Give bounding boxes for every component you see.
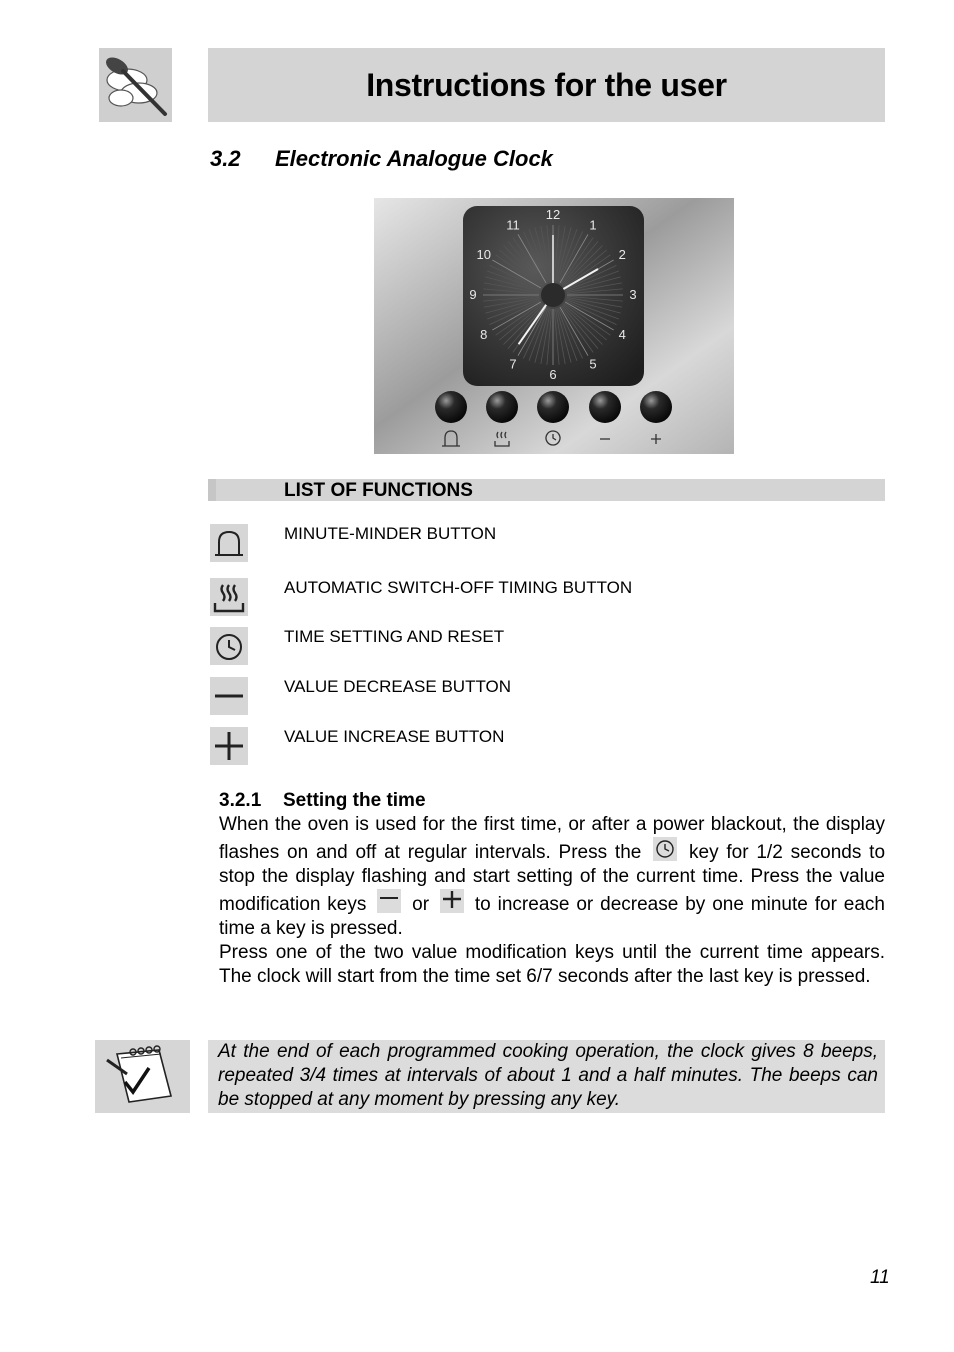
dial-number: 5 xyxy=(589,356,597,372)
clock-key-icon xyxy=(653,837,677,861)
dial-number: 10 xyxy=(476,247,491,262)
minus-key-icon xyxy=(377,889,401,913)
paragraph-text: or xyxy=(412,894,430,915)
minus-icon xyxy=(210,677,248,715)
pan-heat-icon xyxy=(210,578,248,616)
section-number: 3.2 xyxy=(210,146,241,171)
functions-list-header xyxy=(208,479,885,501)
page-number: 11 xyxy=(870,1267,890,1288)
paragraph-text: Press one of the two value modification keys until the current time appears. The clock will start from the time set 6/7 seconds after the last key is pressed. xyxy=(219,942,885,987)
note-text: At the end of each programmed cooking operation, the clock gives 8 beeps, repeated 3/4 times at intervals of about 1 and a half minutes. The beeps can be stopped at any moment by pressing any key. xyxy=(218,1041,878,1110)
setting-time-paragraph xyxy=(219,813,885,989)
dial-number: 6 xyxy=(549,367,557,382)
title-bar xyxy=(208,48,885,122)
dial-number: 3 xyxy=(629,287,637,302)
plus-icon xyxy=(210,727,248,765)
function-label-time-setting: TIME SETTING AND RESET xyxy=(284,627,505,646)
function-label-auto-switch-off: AUTOMATIC SWITCH-OFF TIMING BUTTON xyxy=(284,578,633,597)
dial-number: 12 xyxy=(545,207,561,222)
notepad-pencil-icon xyxy=(95,1040,190,1113)
section-title: Electronic Analogue Clock xyxy=(275,146,553,171)
subsection-number: 3.2.1 xyxy=(219,790,262,811)
function-label-value-decrease: VALUE DECREASE BUTTON xyxy=(284,677,512,696)
plus-key-icon xyxy=(440,889,464,913)
panel-button-bell[interactable] xyxy=(435,391,467,423)
paragraph-text: When the oven is used for the first time, or after a power blackout, the display flashes on and off at regular intervals. Press the xyxy=(219,814,885,863)
dial-number: 2 xyxy=(618,247,626,262)
dial-number: 11 xyxy=(506,217,520,233)
panel-button-pan-heat[interactable] xyxy=(486,391,518,423)
dial-number: 4 xyxy=(618,327,626,342)
subsection-heading xyxy=(219,790,426,812)
dial-number: 9 xyxy=(469,287,477,302)
clock-icon xyxy=(210,627,248,665)
note-box xyxy=(208,1040,885,1113)
paragraph-text: to increase or decrease by one minute for each time a key is pressed. xyxy=(219,894,885,939)
panel-button-plus[interactable] xyxy=(640,391,672,423)
section-heading xyxy=(210,146,553,172)
function-label-minute-minder: MINUTE-MINDER BUTTON xyxy=(284,524,497,543)
bell-icon xyxy=(210,524,248,562)
clock-panel-image xyxy=(374,198,734,454)
subsection-title: Setting the time xyxy=(283,790,426,811)
functions-list-title: LIST OF FUNCTIONS xyxy=(284,480,473,501)
panel-button-clock[interactable] xyxy=(537,391,569,423)
page-title: Instructions for the user xyxy=(366,66,727,103)
function-label-value-increase: VALUE INCREASE BUTTON xyxy=(284,727,505,746)
chef-logo-icon xyxy=(99,48,172,122)
dial-number: 8 xyxy=(480,327,488,342)
dial-number: 1 xyxy=(589,217,597,233)
panel-button-minus[interactable] xyxy=(589,391,621,423)
paragraph-text: key for 1/2 seconds to stop the display flashing and start setting of the current time. Press the value modification keys xyxy=(219,842,886,915)
dial-number: 7 xyxy=(509,356,517,372)
